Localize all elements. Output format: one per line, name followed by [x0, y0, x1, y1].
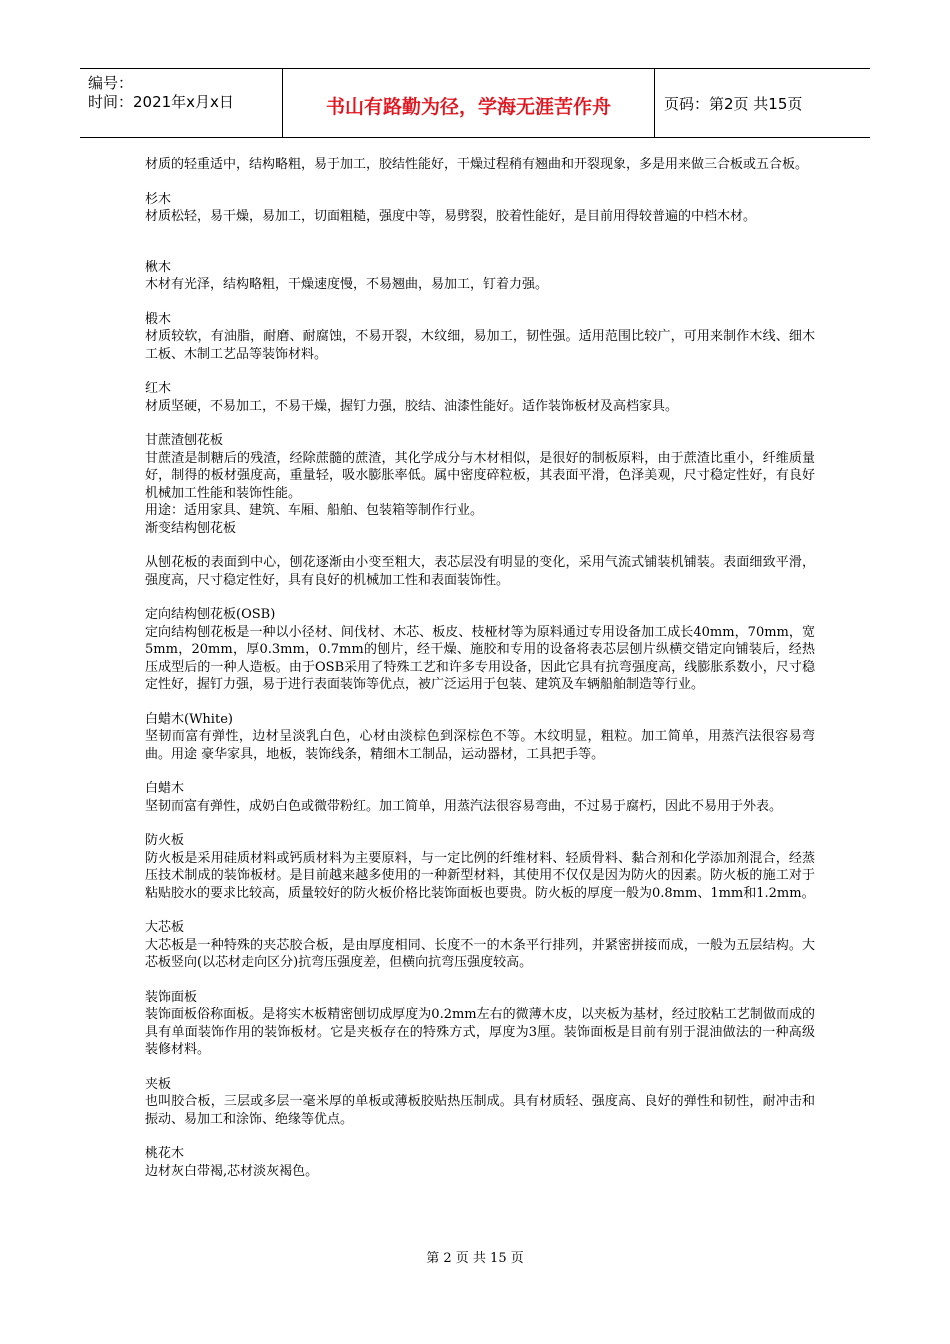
body-paragraph: 楸木: [145, 259, 172, 275]
body-paragraph: 用途：适用家具、建筑、车厢、船舶、包装箱等制作行业。: [145, 503, 484, 518]
body-paragraph: 杉木: [145, 191, 172, 207]
paragraph-spacer: [145, 294, 815, 311]
paragraph-spacer: [145, 972, 815, 989]
document-time-label: 时间：2021年x月x日: [88, 93, 234, 111]
paragraph-spacer: [145, 363, 815, 380]
document-body: [145, 156, 815, 1180]
body-paragraph: 木材有光泽，结构略粗，干燥速度慢，不易翘曲，易加工，钉着力强。: [145, 277, 549, 292]
body-paragraph: 渐变结构刨花板: [145, 520, 237, 536]
body-paragraph: 防火板: [145, 833, 185, 848]
body-paragraph: 大芯板: [145, 920, 185, 935]
header-motto-cell: [283, 69, 655, 137]
body-paragraph: 白蜡木: [145, 781, 185, 796]
body-paragraph: 也叫胶合板，三层或多层一毫米厚的单板或薄板胶贴热压制成。具有材质轻、强度高、良好的弹性和韧性，耐冲击和振动、易加工和涂饰、绝缘等优点。: [145, 1094, 815, 1127]
body-paragraph: 夹板: [145, 1076, 172, 1092]
page-footer: 第 2 页 共 15 页: [426, 1251, 524, 1266]
body-paragraph: 材质较软，有油脂，耐磨、耐腐蚀，不易开裂，木纹细，易加工，韧性强。适用范围比较广，可用来制作木线、细木工板、木制工艺品等装饰材料。: [145, 329, 815, 362]
paragraph-spacer: [145, 694, 815, 711]
page-header: [80, 68, 870, 138]
document-number-label: 编号：: [88, 74, 134, 92]
body-paragraph: 坚韧而富有弹性，边材呈淡乳白色，心材由淡棕色到深棕色不等。木纹明显，粗粒。加工简单，用蒸汽法很容易弯曲。用途 豪华家具，地板，装饰线条，精细木工制品，运动器材，工具把手等。: [145, 729, 815, 762]
body-paragraph: 椴木: [145, 311, 172, 327]
paragraph-spacer: [145, 902, 815, 919]
body-paragraph: 红木: [145, 381, 172, 396]
body-paragraph: 桃花木: [145, 1146, 185, 1161]
header-motto: 书山有路勤为径，学海无涯苦作舟: [325, 96, 611, 118]
body-paragraph: 甘蔗渣是制糖后的残渣，经除蔗髓的蔗渣，其化学成分与木材相似，是很好的制板原料，由于蔗渣比重小，纤维质量好，制得的板材强度高，重量轻，吸水膨胀率低。属中密度碎粒板，其表面平滑，色泽美观，尺寸稳定性好，有良好机械加工性能和装饰性能。: [145, 450, 815, 501]
body-paragraph: 白蜡木(White): [145, 711, 233, 727]
paragraph-spacer: [145, 763, 815, 780]
body-paragraph: 边材灰白带褐,芯材淡灰褐色。: [145, 1163, 319, 1179]
paragraph-spacer: [145, 815, 815, 832]
paragraph-spacer: [145, 589, 815, 606]
paragraph-spacer: [145, 537, 815, 554]
header-page-number: 页码：第2页 共15页: [664, 95, 803, 113]
header-meta-cell: [80, 69, 283, 137]
header-page-cell: [655, 69, 870, 137]
body-paragraph: 材质的轻重适中，结构略粗，易于加工，胶结性能好，干燥过程稍有翘曲和开裂现象，多是用来做三合板或五合板。: [145, 157, 809, 172]
paragraph-spacer: [145, 174, 815, 191]
body-paragraph: 装饰面板: [145, 989, 198, 1005]
body-paragraph: 材质坚硬，不易加工，不易干燥，握钉力强，胶结、油漆性能好。适作装饰板材及高档家具。: [145, 398, 679, 414]
body-paragraph: 装饰面板俗称面板。是将实木板精密刨切成厚度为0.2mm左右的微薄木皮，以夹板为基材，经过胶粘工艺制做而成的具有单面装饰作用的装饰板材。它是夹板存在的特殊方式，厚度为3厘。装饰面板是目前有别于混油做法的一种高级装修材料。: [145, 1007, 815, 1057]
paragraph-spacer: [145, 226, 815, 259]
body-paragraph: 甘蔗渣刨花板: [145, 433, 224, 448]
body-paragraph: 坚韧而富有弹性，成奶白色或微带粉红。加工简单，用蒸汽法很容易弯曲，不过易于腐朽，因此不易用于外表。: [145, 798, 783, 814]
body-paragraph: 材质松轻，易干燥，易加工，切面粗糙，强度中等，易劈裂，胶着性能好，是目前用得较普遍的中档木材。: [145, 209, 757, 224]
body-paragraph: 定向结构刨花板是一种以小径材、间伐材、木芯、板皮、枝桠材等为原料通过专用设备加工成长40mm，70mm，宽5mm，20mm，厚0.3mm，0.7mm的刨片，经干燥、施胶和专用的设备将表芯层刨片纵横交错定向铺装后，经热压成型后的一种人造板。由于OSB采用了特殊工艺和许多专用设备，因此它具有抗弯强度高，线膨胀系数小，尺寸稳定性好，握钉力强，易于进行表面装饰等优点，被广泛运用于包装、建筑及车辆船舶制造等行业。: [145, 624, 815, 692]
body-paragraph: 大芯板是一种特殊的夹芯胶合板，是由厚度相同、长度不一的木条平行排列，并紧密拼接而成，一般为五层结构。大芯板竖向(以芯材走向区分)抗弯压强度差，但横向抗弯压强度较高。: [145, 937, 815, 970]
paragraph-spacer: [145, 415, 815, 432]
body-paragraph: 定向结构刨花板(OSB): [145, 607, 276, 622]
paragraph-spacer: [145, 1128, 815, 1145]
body-paragraph: 从刨花板的表面到中心，刨花逐渐由小变至粗大，表芯层没有明显的变化，采用气流式铺装机铺装。表面细致平滑，强度高，尺寸稳定性好，具有良好的机械加工性和表面装饰性。: [145, 555, 815, 588]
body-paragraph: 防火板是采用硅质材料或钙质材料为主要原料，与一定比例的纤维材料、轻质骨料、黏合剂和化学添加剂混合，经蒸压技术制成的装饰板材。是目前越来越多使用的一种新型材料，其使用不仅仅是因为防火的因素。防火板的施工对于粘贴胶水的要求比较高，质量较好的防火板价格比装饰面板也要贵。防火板的厚度一般为0.8mm、1mm和1.2mm。: [145, 850, 815, 901]
paragraph-spacer: [145, 1059, 815, 1076]
